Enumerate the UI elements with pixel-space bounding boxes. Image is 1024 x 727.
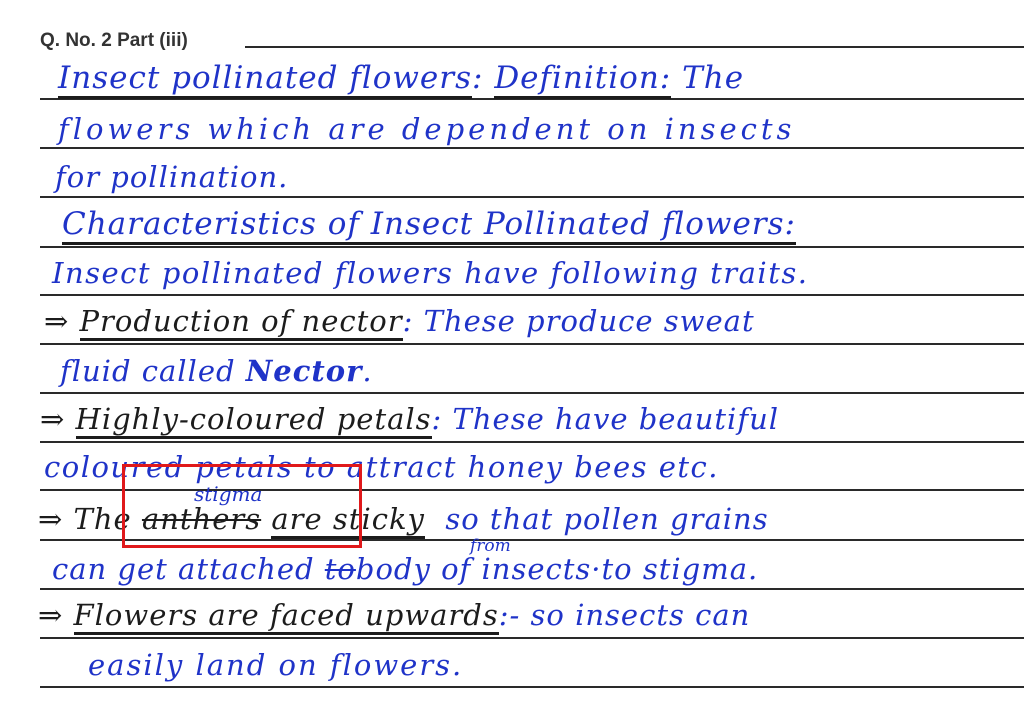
trait-heading-upwards: Flowers are faced upwards: [74, 598, 499, 635]
nector-text-line: fluid called Nector.: [60, 354, 373, 388]
ruled-line: [40, 637, 1024, 639]
upwards-text-line: easily land on flowers.: [88, 648, 464, 682]
trait-heading-petals: Highly-coloured petals: [76, 402, 432, 439]
struck-word-to: to: [324, 552, 356, 586]
ruled-line: [40, 392, 1024, 394]
inserted-word-from: from: [470, 536, 511, 556]
trait-upwards-line: ⇒ Flowers are faced upwards:- so insects can: [38, 598, 750, 632]
trait-petals-line: ⇒ Highly-coloured petals: These have beautiful: [40, 402, 779, 436]
struck-word-anthers: anthers: [141, 502, 262, 536]
definition-text-line-1: flowers which are dependent on insects: [58, 112, 796, 146]
ruled-line: [40, 294, 1024, 296]
sticky-text-line: can get attached tobody of insects·to stigma.: [52, 552, 759, 586]
definition-heading-line: Insect pollinated flowers: Definition: The: [58, 60, 744, 96]
insect-pollinated-title: Insect pollinated flowers: [58, 60, 472, 99]
arrow-icon: ⇒: [40, 402, 66, 436]
definition-text-line-2: for pollination.: [55, 160, 289, 194]
ruled-line: [40, 588, 1024, 590]
petals-text-line: coloured petals to attract honey bees etc.: [44, 450, 720, 484]
intro-sentence: Insect pollinated flowers have following traits.: [52, 256, 809, 290]
arrow-icon: ⇒: [38, 502, 64, 536]
ruled-line: [40, 343, 1024, 345]
trait-nector-line: ⇒ Production of nector: These produce sweat: [44, 304, 755, 338]
trait-sticky-line: ⇒ The anthers are sticky so that pollen grains: [38, 502, 769, 536]
ruled-line: [40, 441, 1024, 443]
arrow-icon: ⇒: [44, 304, 70, 338]
arrow-icon: ⇒: [38, 598, 64, 632]
correction-highlight-box: [122, 464, 362, 548]
question-label: Q. No. 2 Part (iii): [40, 30, 188, 51]
ruled-line: [40, 246, 1024, 248]
ruled-line: [40, 196, 1024, 198]
ruled-line: [40, 686, 1024, 688]
ruled-line: [245, 46, 1024, 48]
characteristics-heading: Characteristics of Insect Pollinated flowers:: [62, 206, 796, 242]
ruled-line: [40, 147, 1024, 149]
inserted-word-stigma: stigma: [194, 482, 263, 506]
trait-heading-nector: Production of nector: [80, 304, 403, 341]
trait-heading-sticky: are sticky: [271, 502, 425, 539]
definition-label: Definition:: [494, 60, 671, 99]
